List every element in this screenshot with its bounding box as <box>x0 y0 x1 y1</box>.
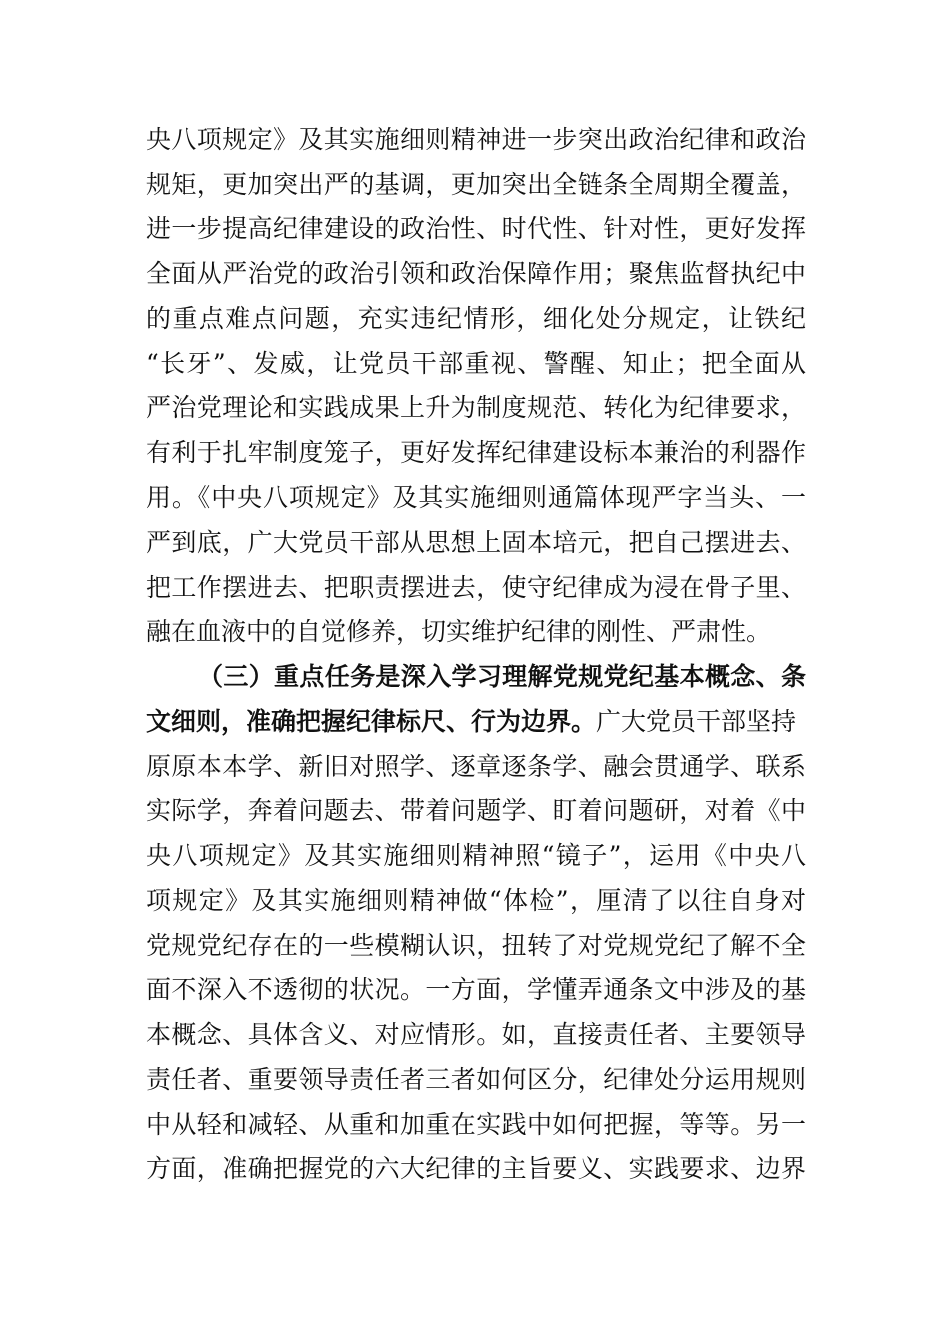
text-line: 本概念、具体含义、对应情形。如，直接责任者、主要领导 <box>146 1020 806 1049</box>
text-line: 规矩，更加突出严的基调，更加突出全链条全周期全覆盖， <box>146 170 806 199</box>
text-line: 全面从严治党的政治引领和政治保障作用；聚焦监督执纪中 <box>146 259 806 288</box>
section-heading-end: 文细则，准确把握纪律标尺、行为边界。 <box>146 707 597 736</box>
mixed-text-line <box>146 707 806 737</box>
text-line: 融在血液中的自觉修养，切实维护纪律的刚性、严肃性。 <box>146 617 772 646</box>
text-line: 进一步提高纪律建设的政治性、时代性、针对性，更好发挥 <box>146 214 806 243</box>
text-line: 用。《中央八项规定》及其实施细则通篇体现严字当头、一 <box>146 483 806 512</box>
text-line: 央八项规定》及其实施细则精神进一步突出政治纪律和政治 <box>146 125 806 154</box>
section-heading-line: （三）重点任务是深入学习理解党规党纪基本概念、条 <box>198 662 806 691</box>
text-line: 实际学，奔着问题去、带着问题学、盯着问题研，对着《中 <box>146 796 806 825</box>
text-line: 面不深入不透彻的状况。一方面，学懂弄通条文中涉及的基 <box>146 975 806 1004</box>
text-line: 责任者、重要领导责任者三者如何区分，纪律处分运用规则 <box>146 1065 806 1094</box>
text-line: 项规定》及其实施细则精神做“体检”，厘清了以往自身对 <box>146 886 806 915</box>
text-line: “长牙”、发威，让党员干部重视、警醒、知止；把全面从 <box>146 349 806 378</box>
text-line: 央八项规定》及其实施细则精神照“镜子”，运用《中央八 <box>146 841 806 870</box>
text-line: 原原本本学、新旧对照学、逐章逐条学、融会贯通学、联系 <box>146 752 806 781</box>
text-line: 有利于扎牢制度笼子，更好发挥纪律建设标本兼治的利器作 <box>146 438 806 467</box>
text-line: 把工作摆进去、把职责摆进去，使守纪律成为浸在骨子里、 <box>146 573 806 602</box>
text-line: 的重点难点问题，充实违纪情形，细化处分规定，让铁纪 <box>146 304 806 333</box>
text-line: 党规党纪存在的一些模糊认识，扭转了对党规党纪了解不全 <box>146 931 806 960</box>
text-line: 方面，准确把握党的六大纪律的主旨要义、实践要求、边界 <box>146 1154 806 1183</box>
text-line: 中从轻和减轻、从重和加重在实践中如何把握，等等。另一 <box>146 1110 806 1139</box>
text-line: 严到底，广大党员干部从思想上固本培元，把自己摆进去、 <box>146 528 806 557</box>
text-line: 严治党理论和实践成果上升为制度规范、转化为纪律要求， <box>146 393 806 422</box>
text-span: 广大党员干部坚持 <box>596 707 797 736</box>
